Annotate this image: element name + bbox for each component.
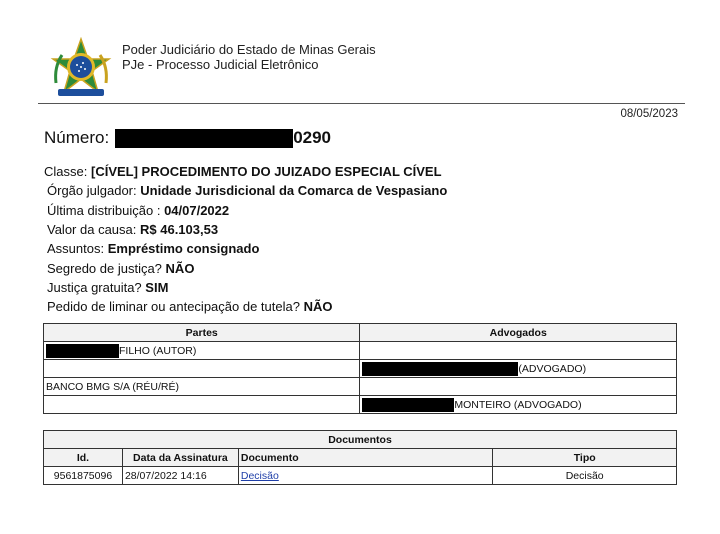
party-cell [44,342,360,360]
lawyer-cell [360,396,677,414]
lawyer-cell [360,378,677,396]
field-gratuita [47,280,168,295]
system-name: PJe - Processo Judicial Eletrônico [122,57,319,72]
col-partes: Partes [44,324,360,342]
liminar-label: Pedido de liminar ou antecipação de tutela? [47,299,300,314]
lawyer-cell [360,342,677,360]
segredo-label: Segredo de justiça? [47,261,162,276]
classe-value: [CÍVEL] PROCEDIMENTO DO JUIZADO ESPECIAL CÍVEL [90,164,442,179]
table-row [44,467,677,485]
field-assuntos [47,241,259,256]
distribuicao-value: 04/07/2022 [164,203,230,218]
party-name: FILHO (AUTOR) [119,344,197,357]
redaction-bar [362,362,518,376]
field-orgao [47,183,447,198]
liminar-value: NÃO [303,299,333,314]
table-row [44,378,677,396]
col-advogados: Advogados [360,324,677,342]
field-classe [44,164,442,179]
field-valor [47,222,218,237]
numero-suffix: 0290 [293,128,332,147]
table-row [44,360,677,378]
org-name: Poder Judiciário do Estado de Minas Gerais [122,42,376,57]
party-cell [44,360,360,378]
field-segredo [47,261,194,276]
classe-label: Classe: [44,164,88,179]
col-data: Data da Assinatura [122,449,238,467]
doc-type: Decisão [493,467,677,485]
report-date: 08/05/2023 [620,108,678,120]
parties-table [43,323,677,414]
orgao-label: Órgão julgador: [47,183,137,198]
col-tipo: Tipo [493,449,677,467]
distribuicao-label: Última distribuição : [47,203,161,218]
brasil-coat-of-arms-icon [50,37,112,101]
party-cell [44,396,360,414]
table-header-row [44,324,677,342]
segredo-value: NÃO [165,261,195,276]
doc-id: 9561875096 [44,467,123,485]
doc-date: 28/07/2022 14:16 [122,467,238,485]
col-documento: Documento [238,449,492,467]
redaction-bar [46,344,119,358]
field-liminar [47,299,332,314]
org-header [122,42,376,72]
process-number [44,128,331,148]
col-id: Id. [44,449,123,467]
header-divider [38,103,685,104]
lawyer-cell [360,360,677,378]
assuntos-label: Assuntos: [47,241,105,256]
assuntos-value: Empréstimo consignado [107,241,260,256]
lawyer-name: MONTEIRO (ADVOGADO) [454,398,582,411]
table-header-row [44,449,677,467]
orgao-value: Unidade Jurisdicional da Comarca de Vespasiano [140,183,448,198]
redaction-bar [362,398,454,412]
document-link[interactable]: Decisão [240,469,279,482]
documents-title: Documentos [44,431,677,449]
lawyer-name: (ADVOGADO) [518,362,587,375]
gratuita-label: Justiça gratuita? [47,280,142,295]
party-cell: BANCO BMG S/A (RÉU/RÉ) [44,378,360,396]
table-row [44,342,677,360]
valor-label: Valor da causa: [47,222,137,237]
field-distribuicao [47,203,229,218]
documents-table [43,430,677,485]
table-title-row [44,431,677,449]
valor-value: R$ 46.103,53 [140,222,219,237]
table-row [44,396,677,414]
gratuita-value: SIM [145,280,169,295]
redaction-bar [115,129,293,148]
numero-label: Número: [44,128,110,147]
doc-cell [238,467,492,485]
